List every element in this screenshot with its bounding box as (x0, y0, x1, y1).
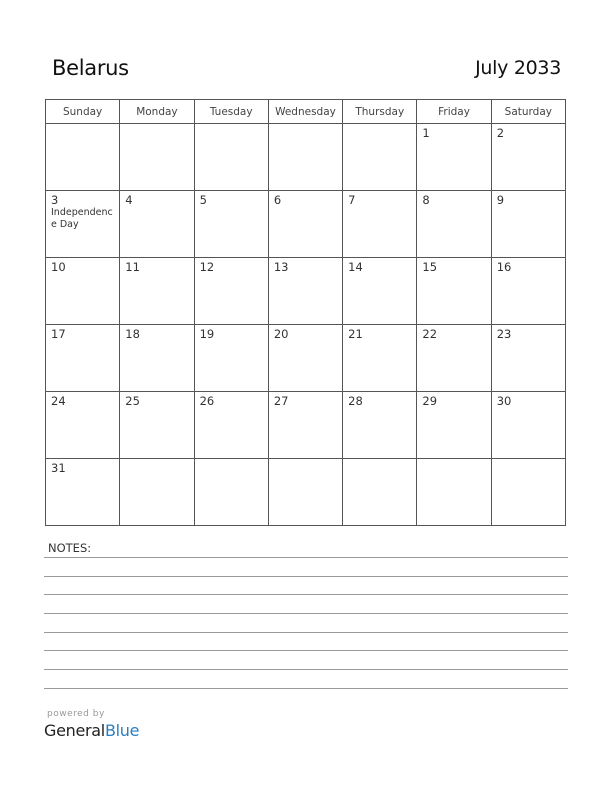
day-number: 5 (199, 193, 207, 207)
day-cell (46, 459, 120, 526)
day-number: 25 (125, 394, 140, 408)
note-line (44, 557, 568, 558)
week-row (46, 258, 566, 325)
weekday-header: Tuesday (194, 100, 268, 124)
day-number: 11 (125, 260, 140, 274)
week-row (46, 124, 566, 191)
day-number: 29 (422, 394, 438, 408)
day-cell (343, 258, 417, 325)
day-cell (417, 124, 491, 191)
day-cell (120, 392, 194, 459)
day-number: 24 (51, 394, 66, 408)
day-number: 16 (496, 260, 512, 274)
day-number: 10 (51, 260, 66, 274)
day-cell (194, 459, 268, 526)
day-number: 12 (199, 260, 215, 274)
day-cell (120, 191, 194, 258)
day-cell (417, 392, 491, 459)
day-cell (120, 258, 194, 325)
day-cell (491, 191, 565, 258)
brand-blue: Blue (104, 721, 140, 740)
day-number: 1 (422, 126, 430, 140)
weekday-header: Sunday (46, 100, 120, 124)
day-number: 14 (348, 260, 363, 274)
day-cell (491, 124, 565, 191)
day-cell (343, 191, 417, 258)
day-number: 7 (348, 193, 356, 207)
weekday-header: Wednesday (268, 100, 342, 124)
day-cell (343, 392, 417, 459)
note-line (44, 613, 568, 614)
day-cell (417, 325, 491, 392)
day-number: 21 (348, 327, 363, 341)
day-number: 18 (125, 327, 140, 341)
day-cell (268, 325, 342, 392)
day-cell (46, 325, 120, 392)
week-row (46, 191, 566, 258)
weekday-header: Friday (417, 100, 491, 124)
day-cell (268, 124, 342, 191)
note-line (44, 576, 568, 577)
day-number: 23 (496, 327, 512, 341)
day-number: 22 (422, 327, 438, 341)
day-number: 3 (51, 193, 59, 207)
notes-label: NOTES: (48, 541, 92, 555)
day-cell (491, 258, 565, 325)
weekday-header-row (46, 100, 566, 124)
note-line (44, 688, 568, 689)
day-number: 8 (422, 193, 430, 207)
note-line (44, 594, 568, 595)
week-row (46, 392, 566, 459)
calendar-grid (45, 99, 566, 526)
day-number: 26 (199, 394, 215, 408)
note-line (44, 669, 568, 670)
month-title: July 2033 (475, 57, 561, 79)
weekday-header: Saturday (491, 100, 565, 124)
note-line (44, 632, 568, 633)
day-number: 31 (51, 461, 66, 475)
day-number: 27 (273, 394, 289, 408)
day-cell (120, 459, 194, 526)
day-number: 15 (422, 260, 438, 274)
weekday-header: Thursday (343, 100, 417, 124)
day-number: 6 (273, 193, 282, 207)
day-number: 20 (273, 327, 289, 341)
day-cell (268, 459, 342, 526)
day-cell (417, 258, 491, 325)
day-cell (194, 392, 268, 459)
day-number: 9 (496, 193, 505, 207)
day-cell (268, 258, 342, 325)
day-cell (417, 191, 491, 258)
day-cell (194, 124, 268, 191)
day-cell (194, 258, 268, 325)
day-number: 17 (51, 327, 66, 341)
day-cell (491, 325, 565, 392)
day-cell (46, 392, 120, 459)
day-number: 28 (348, 394, 363, 408)
day-cell (46, 191, 120, 258)
day-cell (194, 325, 268, 392)
day-cell (343, 459, 417, 526)
day-number: 2 (496, 126, 505, 140)
day-number: 19 (199, 327, 215, 341)
day-cell (491, 392, 565, 459)
day-number: 30 (496, 394, 512, 408)
country-title: Belarus (52, 56, 129, 80)
day-cell (120, 325, 194, 392)
holiday-label: Independence Day (51, 207, 113, 230)
week-row (46, 459, 566, 526)
day-cell (268, 392, 342, 459)
day-cell (417, 459, 491, 526)
day-number: 13 (273, 260, 289, 274)
day-cell (194, 191, 268, 258)
week-row (46, 325, 566, 392)
day-cell (491, 459, 565, 526)
weekday-header: Monday (120, 100, 194, 124)
powered-by-text: powered by (47, 709, 105, 719)
day-cell (343, 124, 417, 191)
day-cell (343, 325, 417, 392)
day-cell (46, 258, 120, 325)
day-number: 4 (125, 193, 133, 207)
note-line (44, 650, 568, 651)
day-cell (46, 124, 120, 191)
brand-general: General (44, 721, 105, 740)
brand-logo[interactable] (44, 721, 139, 740)
day-cell (268, 191, 342, 258)
day-cell (120, 124, 194, 191)
